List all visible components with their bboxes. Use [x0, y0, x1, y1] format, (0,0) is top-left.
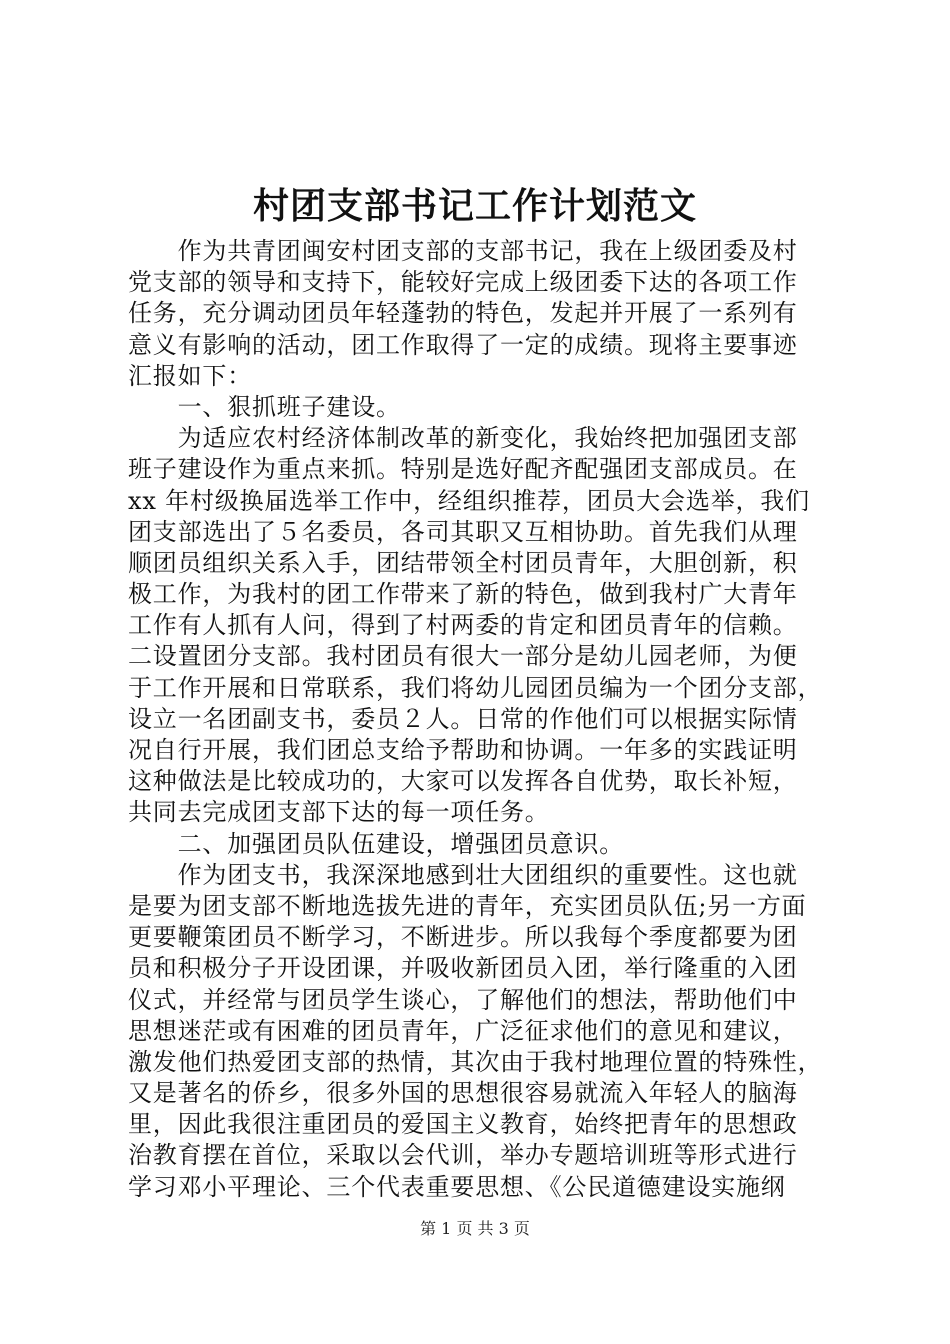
body-line: 顺团员组织关系入手，团结带领全村团员青年，大胆创新，积: [128, 548, 798, 577]
body-line: 学习邓小平理论、三个代表重要思想、《公民道德建设实施纲: [128, 1172, 786, 1201]
body-line: 共同去完成团支部下达的每一项任务。: [128, 798, 550, 827]
body-line: 团支部选出了５名委员，各司其职又互相协助。首先我们从理: [128, 517, 798, 546]
body-line: 激发他们热爱团支部的热情，其次由于我村地理位置的特殊性，: [128, 1047, 823, 1076]
body-line: 里，因此我很注重团员的爱国主义教育，始终把青年的思想政: [128, 1110, 798, 1139]
body-line: 员和积极分子开设团课，并吸收新团员入团，举行隆重的入团: [128, 954, 798, 983]
body-line: 况自行开展，我们团总支给予帮助和协调。一年多的实践证明: [128, 736, 798, 764]
body-line: 任务，充分调动团员年轻蓬勃的特色，发起并开展了一系列有: [128, 299, 798, 328]
body-line: 更要鞭策团员不断学习，不断进步。所以我每个季度都要为团: [128, 923, 798, 952]
body-line: 工作有人抓有人问，得到了村两委的肯定和团员青年的信赖。: [128, 611, 798, 640]
body-line: 仪式，并经常与团员学生谈心，了解他们的想法，帮助他们中: [128, 985, 798, 1014]
body-line: 极工作，为我村的团工作带来了新的特色，做到我村广大青年: [128, 580, 798, 609]
body-line: 二、加强团员队伍建设，增强团员意识。: [128, 829, 624, 858]
body-line: 意义有影响的活动，团工作取得了一定的成绩。现将主要事迹: [128, 330, 798, 359]
document-title: 村团支部书记工作计划范文: [252, 185, 697, 227]
body-line: 这种做法是比较成功的，大家可以发挥各自优势，取长补短，: [128, 767, 798, 796]
body-line: 一、狠抓班子建设。: [128, 392, 401, 421]
body-line: 思想迷茫或有困难的团员青年，广泛征求他们的意见和建议，: [128, 1016, 798, 1045]
body-line: 党支部的领导和支持下，能较好完成上级团委下达的各项工作: [128, 268, 798, 297]
body-line: 为适应农村经济体制改革的新变化，我始终把加强团支部: [128, 424, 798, 453]
body-line: 作为团支书，我深深地感到壮大团组织的重要性。这也就: [128, 860, 798, 889]
body-line: 又是著名的侨乡，很多外国的思想很容易就流入年轻人的脑海: [128, 1079, 798, 1108]
body-line: 班子建设作为重点来抓。特别是选好配齐配强团支部成员。在: [128, 455, 798, 484]
body-line: 治教育摆在首位，采取以会代训，举办专题培训班等形式进行: [128, 1141, 798, 1170]
page-footer: 第 1 页 共 3 页: [420, 1219, 530, 1238]
body-line: 设立一名团副支书，委员２人。日常的作他们可以根据实际情: [128, 704, 798, 733]
body-line: 于工作开展和日常联系，我们将幼儿园团员编为一个团分支部，: [128, 673, 823, 702]
body-line: 二设置团分支部。我村团员有很大一部分是幼儿园老师，为便: [128, 642, 798, 671]
body-line: xx 年村级换届选举工作中，经组织推荐，团员大会选举，我们: [128, 486, 810, 515]
body-line: 作为共青团闽安村团支部的支部书记，我在上级团委及村: [128, 237, 798, 265]
document-body: [128, 236, 828, 1203]
body-line: 是要为团支部不断地选拔先进的青年，充实团员队伍;另一方面: [128, 891, 807, 920]
body-line: 汇报如下：: [128, 361, 252, 390]
